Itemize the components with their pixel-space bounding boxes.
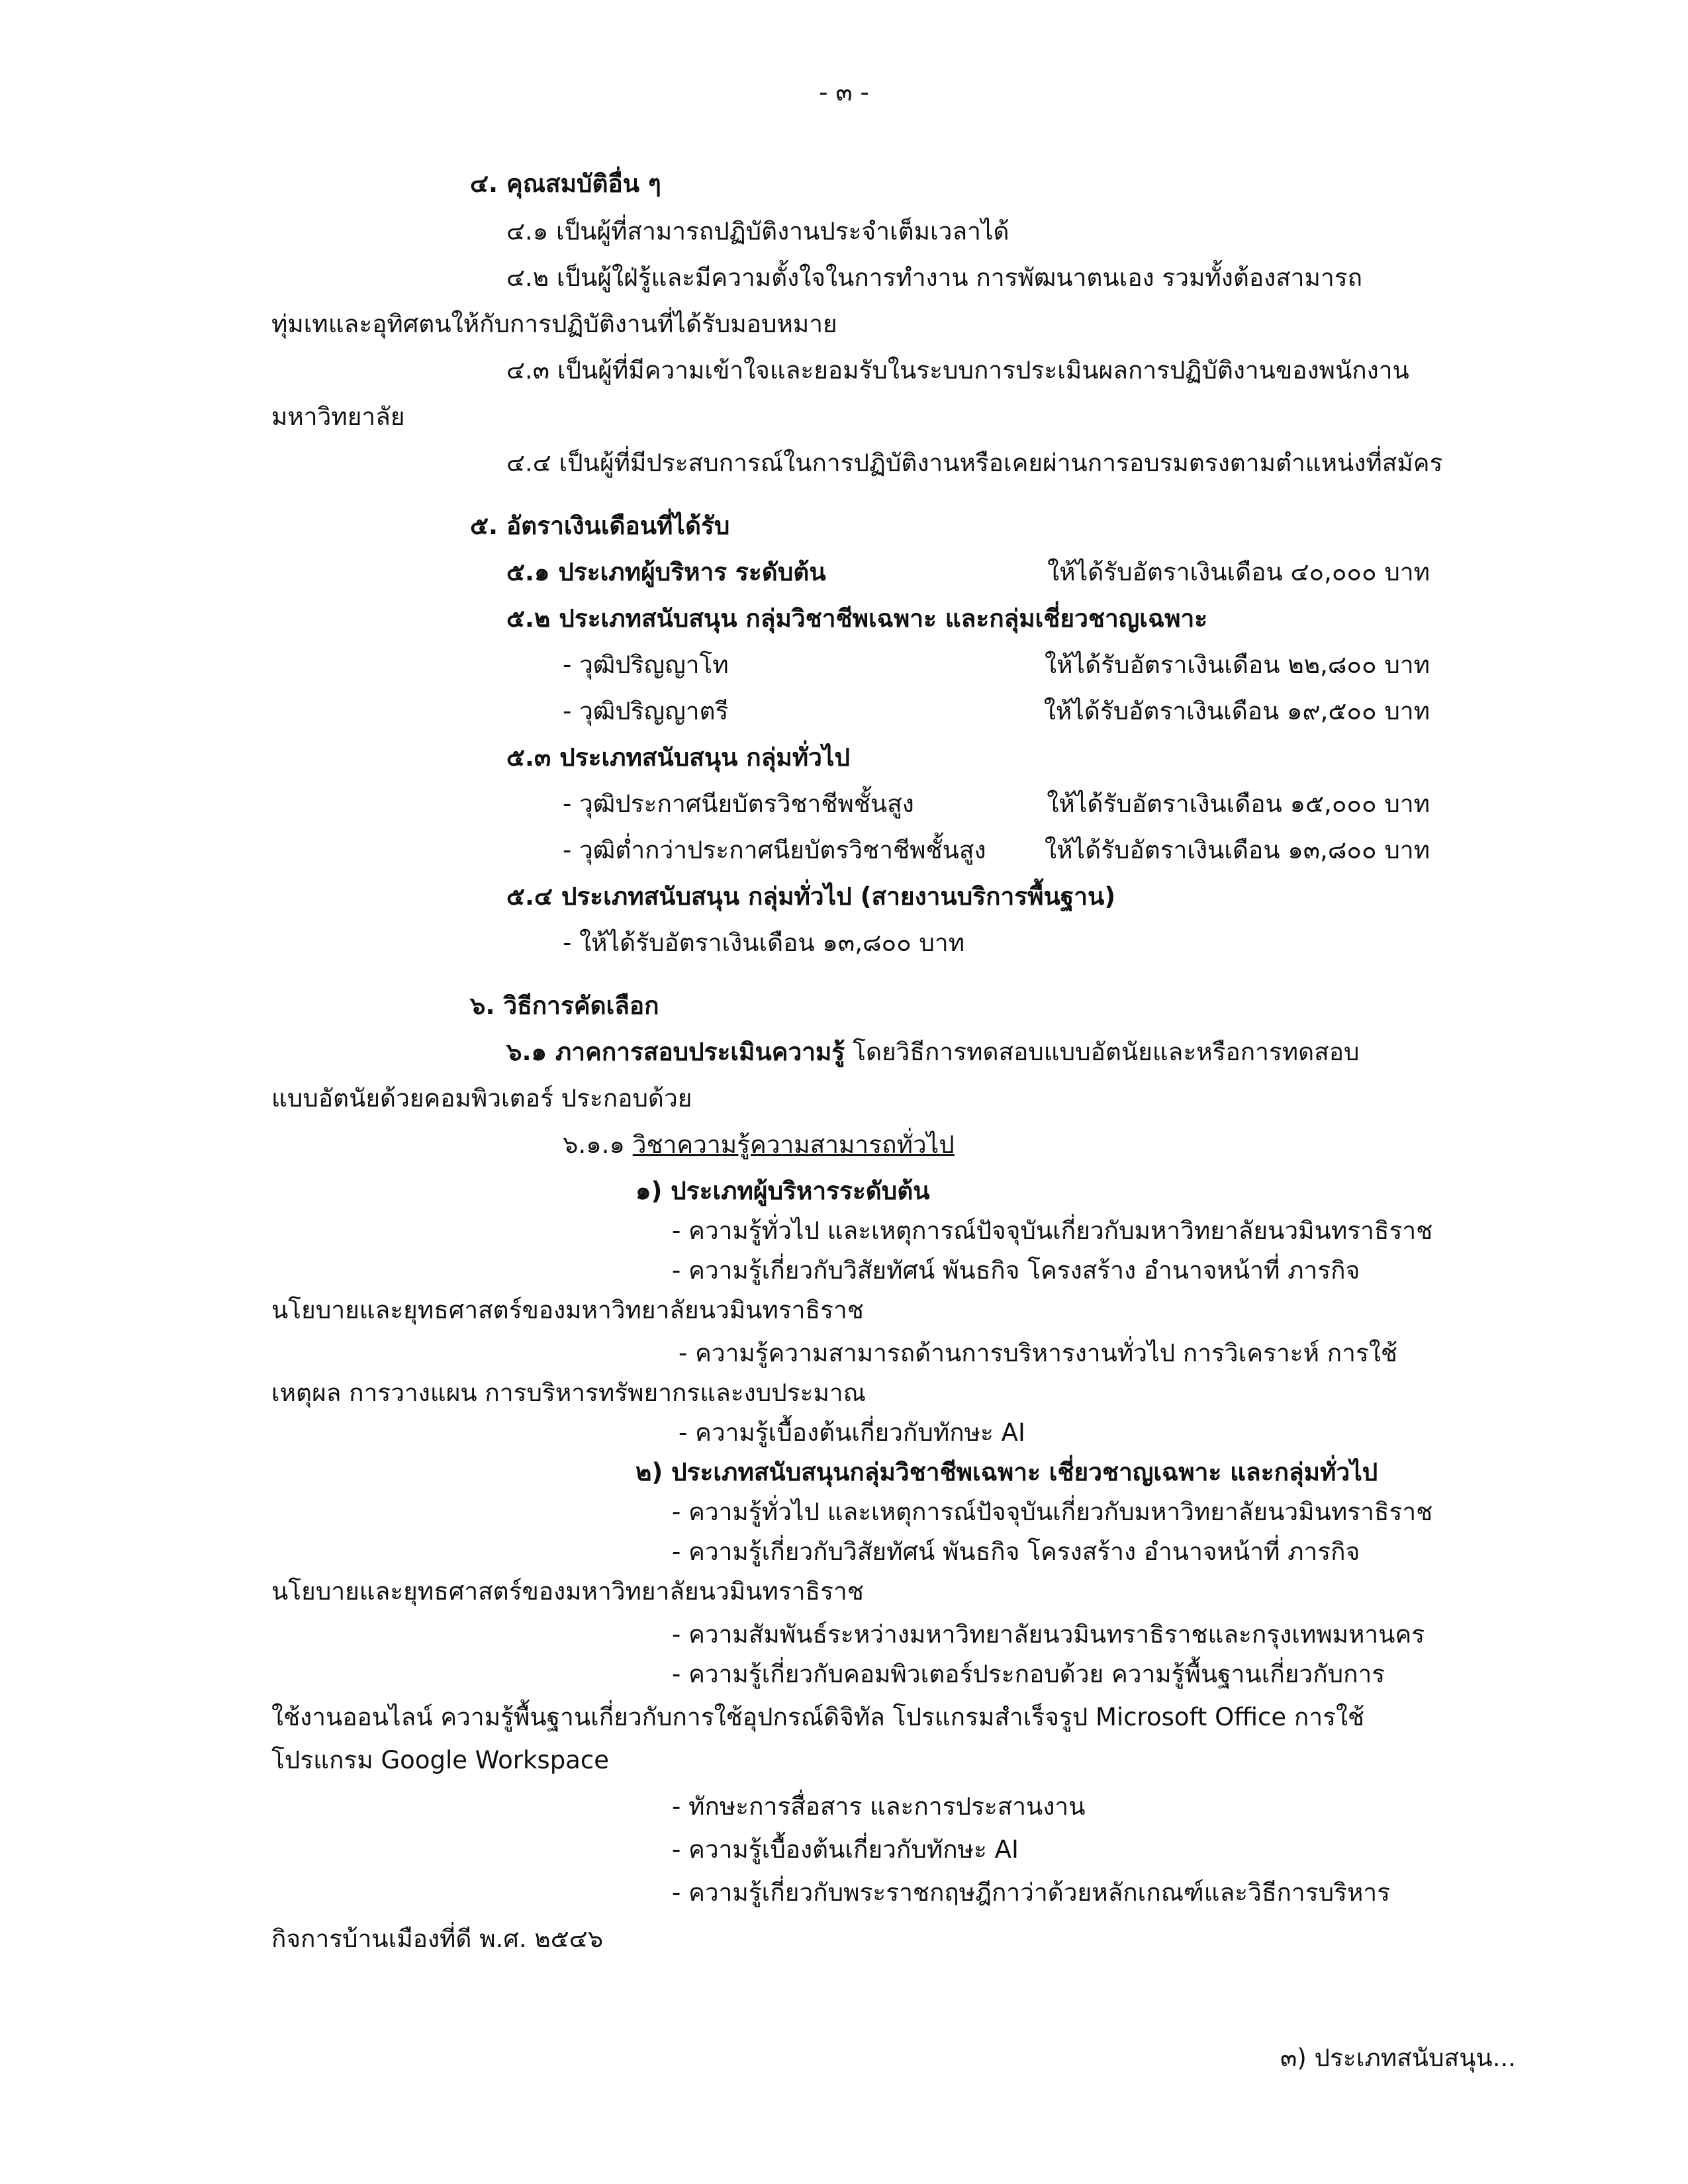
salary-5-2-bachelor-value: ให้ได้รับอัตราเงินเดือน ๑๙,๕๐๐ บาท xyxy=(1043,697,1430,725)
group-1-item-3-line2: เหตุผล การวางแผน การบริหารทรัพยากรและงบประมาณ xyxy=(271,1379,866,1407)
salary-5-2-bachelor-label: - วุฒิปริญญาตรี xyxy=(563,697,729,725)
section-4-1: ๔.๑ เป็นผู้ที่สามารถปฏิบัติงานประจำเต็มเวลาได้ xyxy=(506,217,1009,246)
salary-5-3-high-voc-value: ให้ได้รับอัตราเงินเดือน ๑๕,๐๐๐ บาท xyxy=(1047,790,1430,818)
section-4-2-line1: ๔.๒ เป็นผู้ใฝ่รู้และมีความตั้งใจในการทำงาน การพัฒนาตนเอง รวมทั้งต้องสามารถ xyxy=(506,263,1362,292)
salary-5-1-label: ๕.๑ ประเภทผู้บริหาร ระดับต้น xyxy=(506,558,826,586)
salary-5-2-label: ๕.๒ ประเภทสนับสนุน กลุ่มวิชาชีพเฉพาะ และกลุ่มเชี่ยวชาญเฉพาะ xyxy=(506,604,1208,633)
section-6-heading: ๖. วิธีการคัดเลือก xyxy=(470,991,659,1020)
section-6-1-text: โดยวิธีการทดสอบแบบอัตนัยและหรือการทดสอบ xyxy=(845,1038,1360,1066)
salary-5-1-value: ให้ได้รับอัตราเงินเดือน ๔๐,๐๐๐ บาท xyxy=(1047,558,1430,586)
group-1-title: ๑) ประเภทผู้บริหารระดับต้น xyxy=(635,1177,930,1205)
group-2-item-4-line3: โปรแกรม Google Workspace xyxy=(271,1746,609,1774)
section-4-2-line2: ทุ่มเทและอุทิศตนให้กับการปฏิบัติงานที่ได้รับมอบหมาย xyxy=(271,310,837,338)
subsection-6-1-1-title: วิชาความรู้ความสามารถทั่วไป xyxy=(632,1130,955,1159)
salary-5-2-masters-value: ให้ได้รับอัตราเงินเดือน ๒๒,๘๐๐ บาท xyxy=(1045,651,1430,679)
section-6-1-line1 xyxy=(506,1032,1359,1072)
page-number: - ๓ - xyxy=(819,78,869,107)
group-1-item-3-line1: - ความรู้ความสามารถด้านการบริหารงานทั่วไป การวิเคราะห์ การใช้ xyxy=(679,1339,1398,1367)
group-1-item-2-line2: นโยบายและยุทธศาสตร์ของมหาวิทยาลัยนวมินทราธิราช xyxy=(271,1296,864,1324)
salary-5-3-below-value: ให้ได้รับอัตราเงินเดือน ๑๓,๘๐๐ บาท xyxy=(1045,836,1430,864)
group-2-item-2-line1: - ความรู้เกี่ยวกับวิสัยทัศน์ พันธกิจ โครงสร้าง อำนาจหน้าที่ ภารกิจ xyxy=(672,1537,1360,1566)
group-1-item-2-line1: - ความรู้เกี่ยวกับวิสัยทัศน์ พันธกิจ โครงสร้าง อำนาจหน้าที่ ภารกิจ xyxy=(672,1256,1360,1285)
section-6-1-title: ๖.๑ ภาคการสอบประเมินความรู้ xyxy=(506,1038,845,1066)
subsection-6-1-1-number: ๖.๑.๑ xyxy=(563,1130,633,1159)
group-1-item-1: - ความรู้ทั่วไป และเหตุการณ์ปัจจุบันเกี่ยวกับมหาวิทยาลัยนวมินทราธิราช xyxy=(672,1216,1433,1245)
salary-5-3-label: ๕.๓ ประเภทสนับสนุน กลุ่มทั่วไป xyxy=(506,743,851,772)
group-2-item-4-line2: ใช้งานออนไลน์ ความรู้พื้นฐานเกี่ยวกับการใช้อุปกรณ์ดิจิทัล โปรแกรมสำเร็จรูป Microsoft Office การใช้ xyxy=(271,1703,1365,1731)
section-4-4: ๔.๔ เป็นผู้ที่มีประสบการณ์ในการปฏิบัติงานหรือเคยผ่านการอบรมตรงตามตำแหน่งที่สมัคร xyxy=(506,449,1443,477)
continuation-note: ๓) ประเภทสนับสนุน... xyxy=(1280,2044,1516,2072)
subsection-6-1-1 xyxy=(563,1125,955,1165)
group-2-item-7-line1: - ความรู้เกี่ยวกับพระราชกฤษฎีกาว่าด้วยหลักเกณฑ์และวิธีการบริหาร xyxy=(672,1878,1390,1907)
section-5-heading: ๕. อัตราเงินเดือนที่ได้รับ xyxy=(470,512,730,540)
section-4-3-line2: มหาวิทยาลัย xyxy=(271,402,405,431)
salary-5-3-high-voc-label: - วุฒิประกาศนียบัตรวิชาชีพชั้นสูง xyxy=(563,790,914,818)
group-2-item-5: - ทักษะการสื่อสาร และการประสานงาน xyxy=(672,1792,1086,1821)
group-2-item-3: - ความสัมพันธ์ระหว่างมหาวิทยาลัยนวมินทราธิราชและกรุงเทพมหานคร xyxy=(672,1620,1425,1649)
salary-5-4-value: - ให้ได้รับอัตราเงินเดือน ๑๓,๘๐๐ บาท xyxy=(563,929,965,957)
section-6-1-line2: แบบอัตนัยด้วยคอมพิวเตอร์ ประกอบด้วย xyxy=(271,1084,692,1113)
group-2-item-7-line2: กิจการบ้านเมืองที่ดี พ.ศ. ๒๕๔๖ xyxy=(271,1925,604,1953)
group-2-item-4-line1: - ความรู้เกี่ยวกับคอมพิวเตอร์ประกอบด้วย ความรู้พื้นฐานเกี่ยวกับการ xyxy=(672,1660,1385,1688)
group-2-item-6: - ความรู้เบื้องต้นเกี่ยวกับทักษะ AI xyxy=(672,1835,1019,1864)
salary-5-3-below-label: - วุฒิต่ำกว่าประกาศนียบัตรวิชาชีพชั้นสูง xyxy=(563,836,986,864)
salary-5-2-masters-label: - วุฒิปริญญาโท xyxy=(563,651,729,679)
group-2-item-1: - ความรู้ทั่วไป และเหตุการณ์ปัจจุบันเกี่ยวกับมหาวิทยาลัยนวมินทราธิราช xyxy=(672,1498,1433,1526)
group-1-item-4: - ความรู้เบื้องต้นเกี่ยวกับทักษะ AI xyxy=(679,1418,1025,1447)
section-4-3-line1: ๔.๓ เป็นผู้ที่มีความเข้าใจและยอมรับในระบบการประเมินผลการปฏิบัติงานของพนักงาน xyxy=(506,356,1409,385)
group-2-item-2-line2: นโยบายและยุทธศาสตร์ของมหาวิทยาลัยนวมินทราธิราช xyxy=(271,1577,864,1606)
salary-5-4-label: ๕.๔ ประเภทสนับสนุน กลุ่มทั่วไป (สายงานบริการพื้นฐาน) xyxy=(506,882,1116,911)
group-2-title: ๒) ประเภทสนับสนุนกลุ่มวิชาชีพเฉพาะ เชี่ยวชาญเฉพาะ และกลุ่มทั่วไป xyxy=(635,1458,1378,1486)
section-4-heading: ๔. คุณสมบัติอื่น ๆ xyxy=(470,169,661,198)
